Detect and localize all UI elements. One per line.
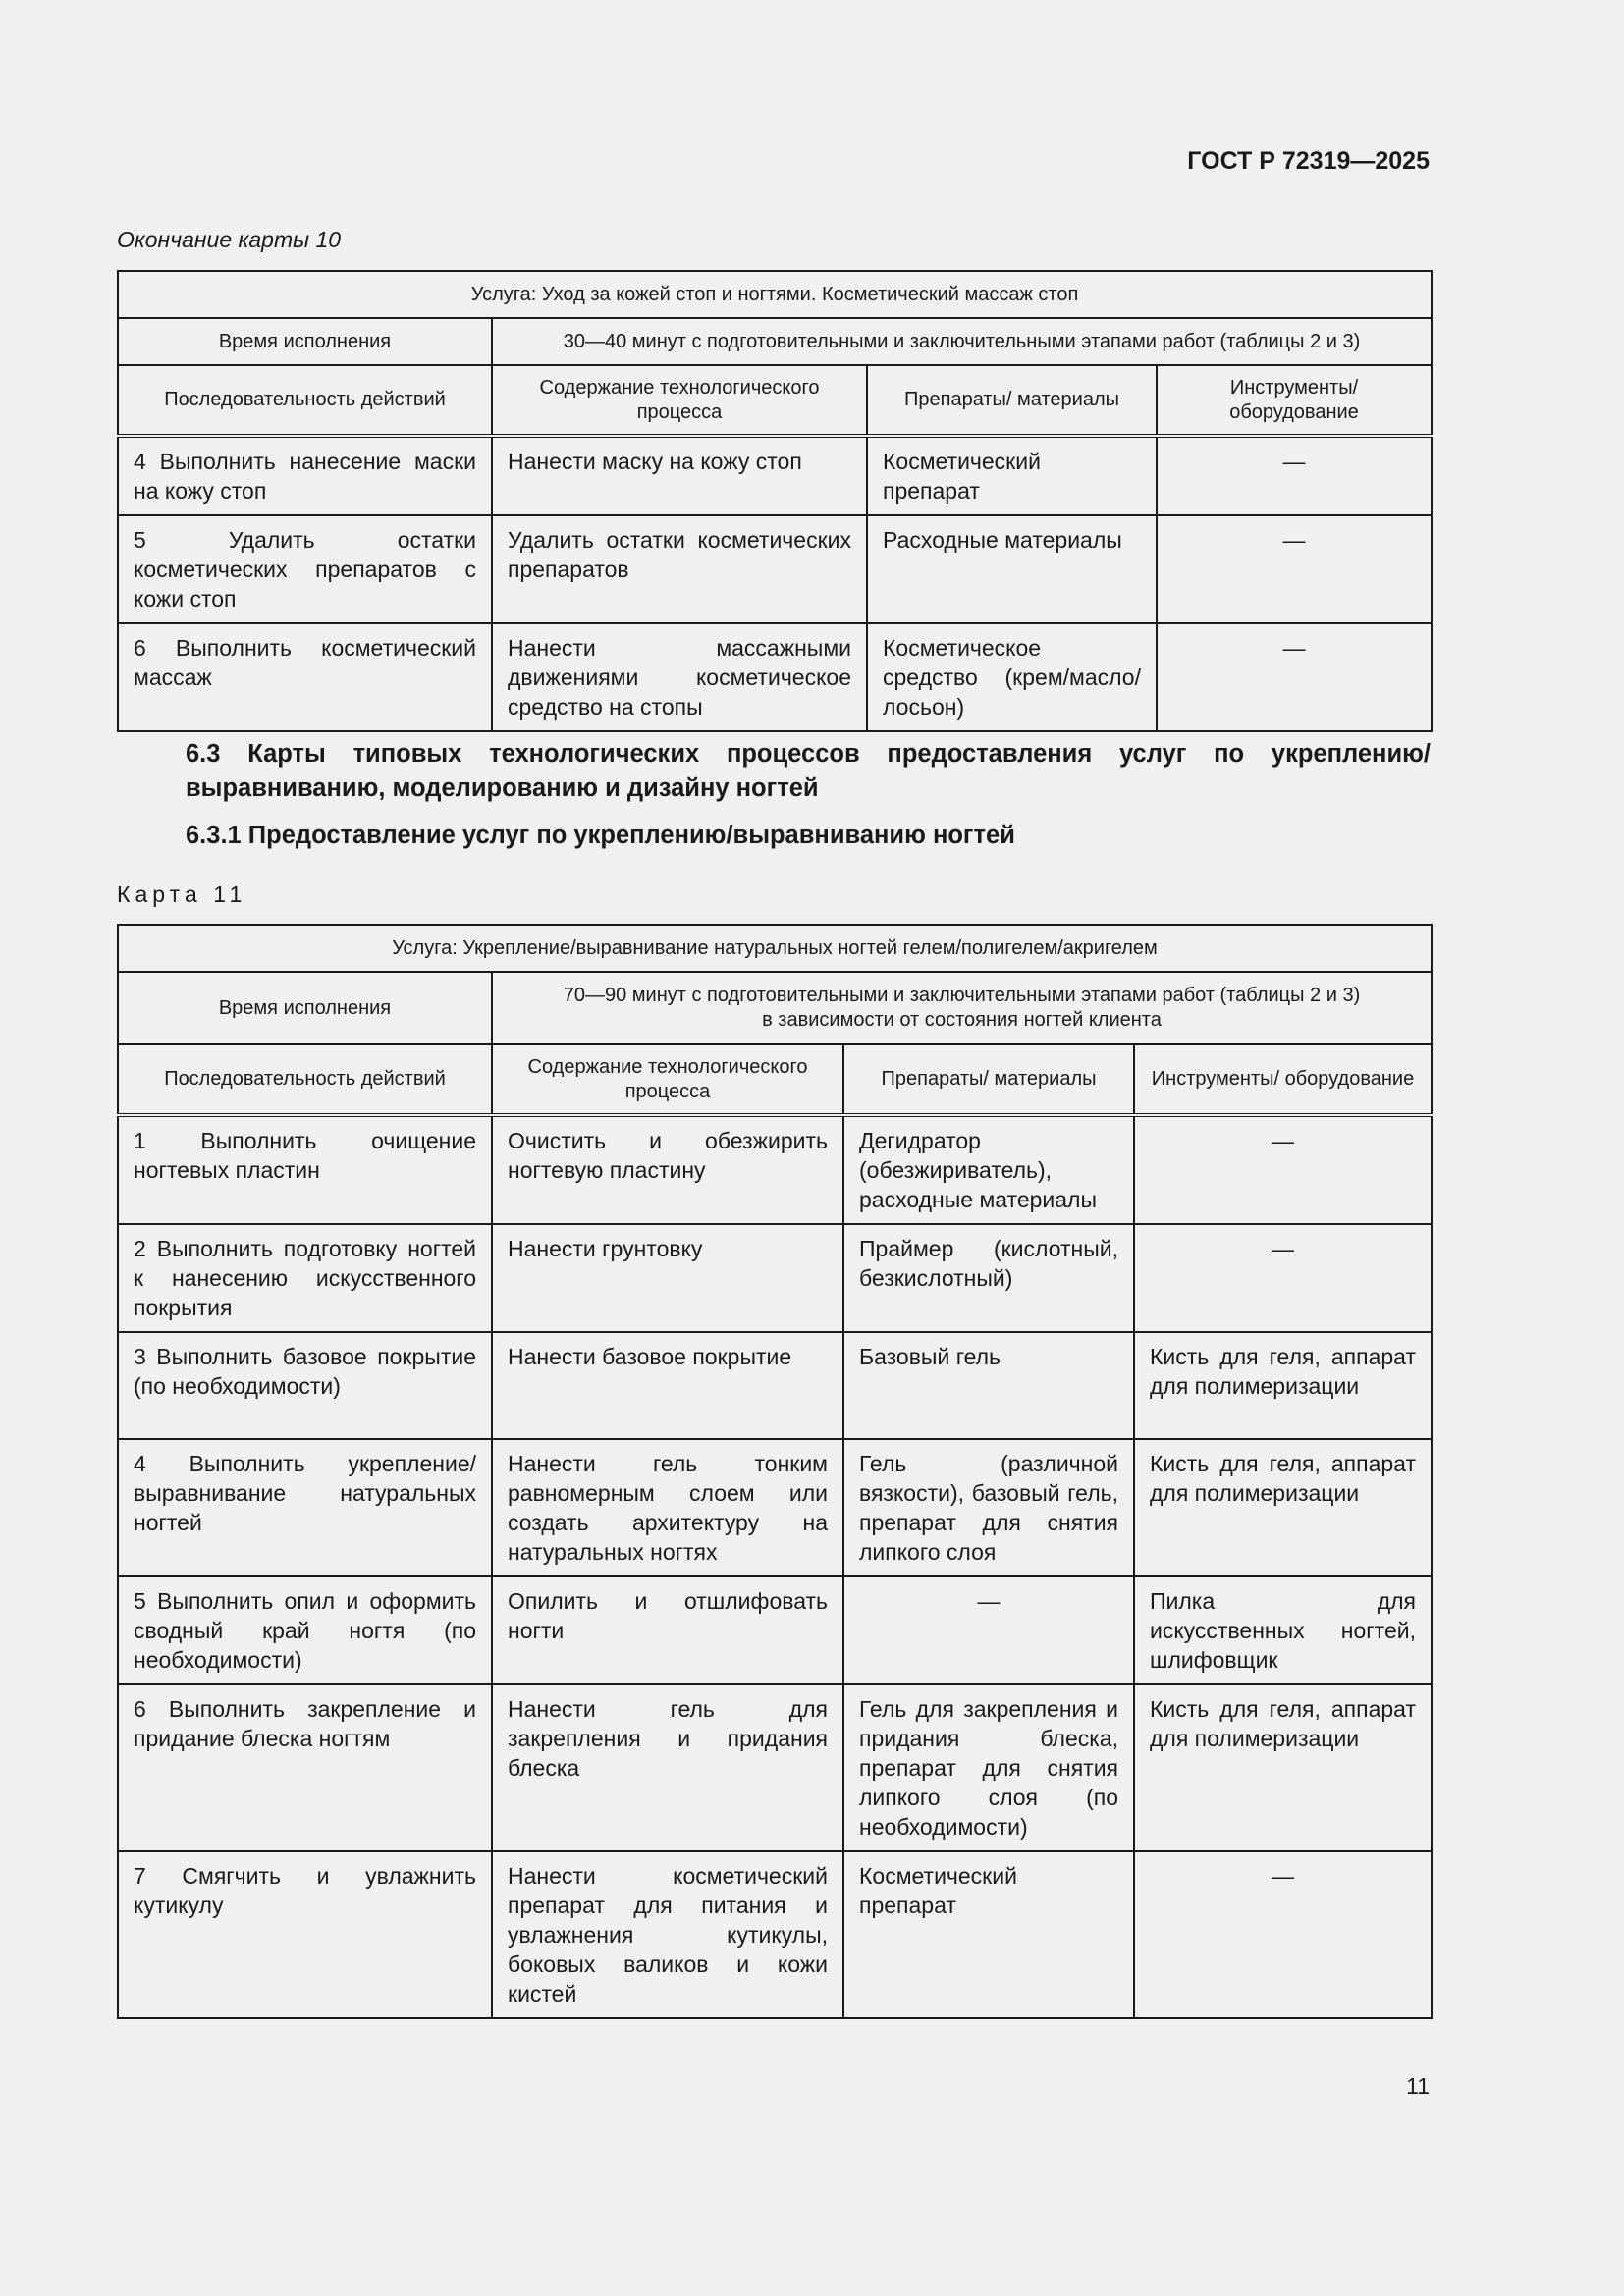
card10-table — [117, 270, 1433, 732]
materials-cell: Косметический препарат — [843, 1851, 1134, 2018]
table-row — [118, 436, 1432, 515]
materials-cell: Гель (различной вязкости), базовый гель, препарат для снятия липкого слоя — [843, 1439, 1134, 1576]
materials-cell: Косметическое средство (крем/масло/лосьон) — [867, 623, 1157, 731]
materials-cell: Расходные материалы — [867, 515, 1157, 623]
action-cell: 1 Выполнить очищение ногтевых пластин — [118, 1115, 492, 1224]
action-cell: 7 Смягчить и увлажнить кутикулу — [118, 1851, 492, 2018]
tools-cell: Кисть для геля, аппарат для полимеризации — [1134, 1439, 1432, 1576]
column-header-tools: Инструменты/ оборудование — [1157, 365, 1432, 436]
column-header-materials: Препараты/ материалы — [867, 365, 1157, 436]
card11-caption: Карта 11 — [117, 881, 247, 907]
content-cell: Нанести маску на кожу стоп — [492, 436, 867, 515]
content-cell: Нанести гель для закрепления и придания блеска — [492, 1684, 843, 1851]
table-row — [118, 515, 1432, 623]
column-header-actions: Последовательность действий — [118, 365, 492, 436]
materials-cell: Гель для закрепления и придания блеска, препарат для снятия липкого слоя (по необходимости) — [843, 1684, 1134, 1851]
materials-cell: Дегидратор (обезжириватель), расходные материалы — [843, 1115, 1134, 1224]
table-row — [118, 1224, 1432, 1332]
materials-cell: — — [843, 1576, 1134, 1684]
tools-cell: — — [1157, 436, 1432, 515]
column-header-materials: Препараты/ материалы — [843, 1044, 1134, 1115]
action-cell: 6 Выполнить закрепление и придание блеска ногтям — [118, 1684, 492, 1851]
time-value — [492, 972, 1432, 1044]
page-number: 11 — [1406, 2073, 1430, 2099]
content-cell: Опилить и отшлифовать ногти — [492, 1576, 843, 1684]
service-cell: Услуга: Уход за кожей стоп и ногтями. Косметический массаж стоп — [118, 271, 1432, 318]
action-cell: 4 Выполнить укрепление/ выравнивание натуральных ногтей — [118, 1439, 492, 1576]
tools-cell: — — [1157, 515, 1432, 623]
table-row — [118, 1115, 1432, 1224]
tools-cell: — — [1134, 1224, 1432, 1332]
column-header-tools: Инструменты/ оборудование — [1134, 1044, 1432, 1115]
content-cell: Нанести базовое покрытие — [492, 1332, 843, 1439]
action-cell: 6 Выполнить косметический массаж — [118, 623, 492, 731]
column-header-content: Содержание технологического процесса — [492, 365, 867, 436]
materials-cell: Косметический препарат — [867, 436, 1157, 515]
content-cell: Нанести грунтовку — [492, 1224, 843, 1332]
content-cell: Удалить остатки косметических препаратов — [492, 515, 867, 623]
tools-cell: — — [1134, 1115, 1432, 1224]
card11-table — [117, 924, 1433, 2019]
time-value-line1: 70—90 минут с подготовительными и заключительными этапами работ (таблицы 2 и 3) — [563, 985, 1361, 1006]
service-cell: Услуга: Укрепление/выравнивание натуральных ногтей гелем/полигелем/акригелем — [118, 925, 1432, 972]
section-heading-6-3-1: 6.3.1 Предоставление услуг по укреплению/выравниванию ногтей — [186, 822, 1015, 849]
table-row — [118, 623, 1432, 731]
column-header-content: Содержание технологического процесса — [492, 1044, 843, 1115]
action-cell: 5 Выполнить опил и оформить сводный край ногтя (по необходимости) — [118, 1576, 492, 1684]
tools-cell: Кисть для геля, аппарат для полимеризации — [1134, 1684, 1432, 1851]
table-row — [118, 1439, 1432, 1576]
table-continuation-caption: Окончание карты 10 — [117, 227, 342, 252]
table-row — [118, 1851, 1432, 2018]
table-row — [118, 1684, 1432, 1851]
action-cell: 3 Выполнить базовое покрытие (по необходимости) — [118, 1332, 492, 1439]
action-cell: 4 Выполнить нанесение маски на кожу стоп — [118, 436, 492, 515]
materials-cell: Базовый гель — [843, 1332, 1134, 1439]
time-value-line2: в зависимости от состояния ногтей клиента — [762, 1009, 1162, 1031]
tools-cell: Пилка для искусственных ногтей, шлифовщик — [1134, 1576, 1432, 1684]
standard-code: ГОСТ Р 72319—2025 — [1187, 147, 1430, 175]
tools-cell: — — [1134, 1851, 1432, 2018]
time-label: Время исполнения — [118, 972, 492, 1044]
content-cell: Нанести гель тонким равномерным слоем или создать архитектуру на натуральных ногтях — [492, 1439, 843, 1576]
tools-cell: — — [1157, 623, 1432, 731]
section-heading-6-3: 6.3 Карты типовых технологических процессов предоставления услуг по укреплению/выравниванию, моделированию и дизайну ногтей — [186, 740, 1431, 802]
time-value: 30—40 минут с подготовительными и заключительными этапами работ (таблицы 2 и 3) — [492, 318, 1432, 365]
column-header-actions: Последовательность действий — [118, 1044, 492, 1115]
action-cell: 2 Выполнить подготовку ногтей к нанесению искусственного покрытия — [118, 1224, 492, 1332]
materials-cell: Праймер (кислотный, безкислотный) — [843, 1224, 1134, 1332]
table-row — [118, 1332, 1432, 1439]
content-cell: Нанести косметический препарат для питания и увлажнения кутикулы, боковых валиков и кожи кистей — [492, 1851, 843, 2018]
time-label: Время исполнения — [118, 318, 492, 365]
table-row — [118, 1576, 1432, 1684]
content-cell: Очистить и обезжирить ногтевую пластину — [492, 1115, 843, 1224]
action-cell: 5 Удалить остатки косметических препаратов с кожи стоп — [118, 515, 492, 623]
content-cell: Нанести массажными движениями косметическое средство на стопы — [492, 623, 867, 731]
tools-cell: Кисть для геля, аппарат для полимеризации — [1134, 1332, 1432, 1439]
